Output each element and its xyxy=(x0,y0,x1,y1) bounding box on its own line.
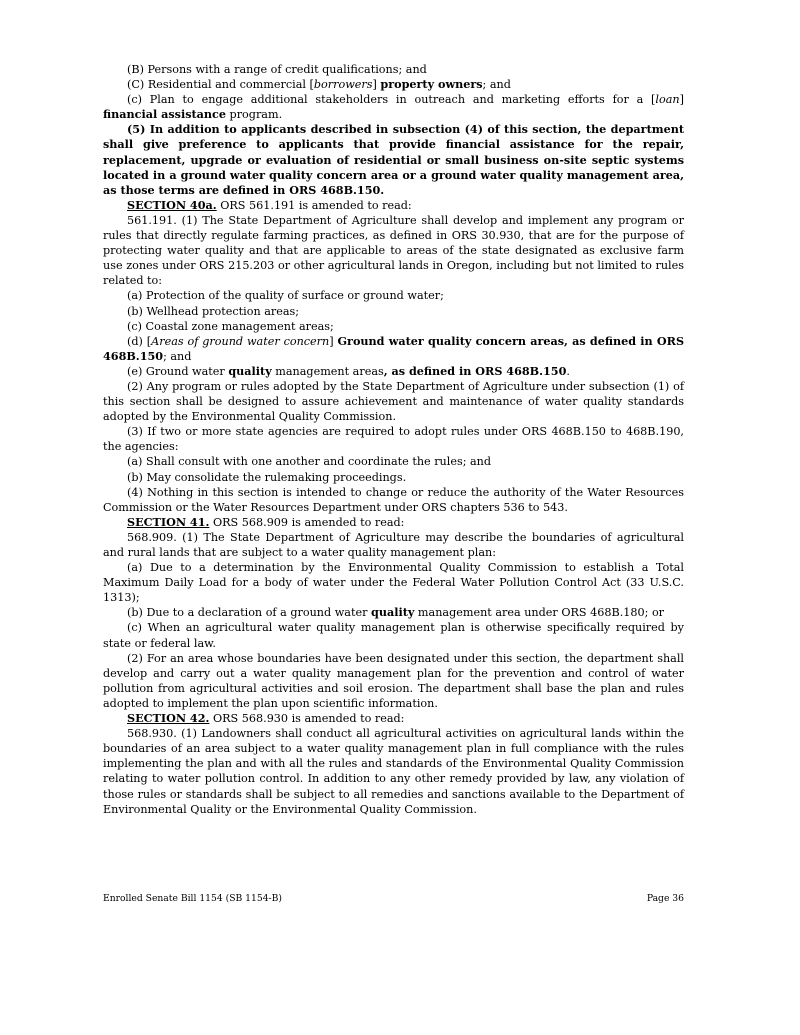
paragraph xyxy=(103,319,684,334)
text: (d) [ xyxy=(127,334,152,348)
text: (b) Wellhead protection areas; xyxy=(127,304,300,318)
inserted-text: quality xyxy=(228,363,272,378)
bill-title: Enrolled Senate Bill 1154 (SB 1154-B) xyxy=(103,893,282,904)
section-heading xyxy=(103,198,684,213)
text: 568.930. (1) Landowners shall conduct all agricultural activities on agricultural lands within the boundaries of an area subject to a water quality management plan in full compliance with the rules implementing the plan and with all the rules and standards of the Environmental Quality Commission relating to water pollution control. In addition to any other remedy provided by law, any violation of those rules or standards shall be subject to all remedies and sanctions available to the Department of Environmental Quality or the Environmental Quality Commission. xyxy=(103,727,684,816)
section-number: SECTION 41. xyxy=(127,514,210,529)
text: ; and xyxy=(163,349,192,363)
paragraph xyxy=(103,651,684,711)
text: . xyxy=(566,364,570,378)
section-number: SECTION 42. xyxy=(127,711,210,726)
paragraph xyxy=(103,485,684,515)
inserted-text: quality xyxy=(371,605,415,620)
paragraph xyxy=(103,530,684,560)
section-heading xyxy=(103,711,684,726)
text: (a) Due to a determination by the Environmental Quality Commission to establish a Total Maximum Daily Load for a body of water under the Federal Water Pollution Control Act (33 U.S.C. 1313); xyxy=(103,561,684,605)
deleted-text: borrowers xyxy=(313,78,373,92)
inserted-text: financial assistance xyxy=(103,107,226,122)
text: (3) If two or more state agencies are required to adopt rules under ORS 468B.150 to 468B.190, the agencies: xyxy=(103,425,684,454)
text: ; and xyxy=(482,78,511,92)
text: (e) Ground water xyxy=(127,364,229,378)
paragraph xyxy=(103,213,684,288)
paragraph xyxy=(103,122,684,197)
paragraph xyxy=(103,560,684,605)
text: (a) Protection of the quality of surface or ground water; xyxy=(127,289,444,303)
text: (c) Coastal zone management areas; xyxy=(127,319,334,333)
inserted-text: , as defined in ORS 468B.150 xyxy=(383,363,567,378)
text: management area under ORS 468B.180; or xyxy=(414,606,665,620)
text: ORS 561.191 is amended to read: xyxy=(216,198,412,212)
paragraph xyxy=(103,605,684,620)
text: ORS 568.909 is amended to read: xyxy=(209,515,405,529)
section-number: SECTION 40a. xyxy=(127,197,217,212)
paragraph xyxy=(103,92,684,122)
paragraph xyxy=(103,379,684,424)
paragraph xyxy=(103,334,684,364)
deleted-text: loan xyxy=(655,93,680,107)
text: (c) When an agricultural water quality management plan is otherwise specifically required by state or federal law. xyxy=(103,621,684,650)
document-body xyxy=(103,62,684,817)
inserted-text: Ground water quality concern areas, as defined in ORS 468B.150 xyxy=(103,333,685,363)
paragraph xyxy=(103,424,684,454)
text: (4) Nothing in this section is intended to change or reduce the authority of the Water Resources Commission or the Water Resources Department under ORS chapters 536 to 543. xyxy=(103,485,684,514)
paragraph xyxy=(103,288,684,303)
text: (2) Any program or rules adopted by the State Department of Agriculture under subsection (1) of this section shall be designed to assure achievement and maintenance of water quality standards adopted by the Environmental Quality Commission. xyxy=(103,379,684,424)
text: (c) Plan to engage additional stakeholders in outreach and marketing efforts for a [ xyxy=(127,93,656,107)
text: 561.191. (1) The State Department of Agriculture shall develop and implement any program or rules that directly regulate farming practices, as defined in ORS 30.930, that are for the purpose of protecting water quality and that are applicable to areas of the state designated as exclusive farm use zones under ORS 215.203 or other agricultural lands in Oregon, including but not limited to rules related to: xyxy=(103,213,684,288)
inserted-text: property owners xyxy=(380,77,483,92)
text: (a) Shall consult with one another and coordinate the rules; and xyxy=(127,455,492,469)
text: (2) For an area whose boundaries have been designated under this section, the department shall develop and carry out a water quality management plan for the prevention and control of water pollution from agricultural activities and soil erosion. The department shall base the plan and rules adopted to implement the plan upon scientific information. xyxy=(103,651,684,710)
page-footer xyxy=(103,893,684,904)
text: (B) Persons with a range of credit qualifications; and xyxy=(127,63,427,76)
deleted-text: Areas of ground water concern xyxy=(151,334,330,348)
paragraph xyxy=(103,364,684,379)
text: ] xyxy=(679,93,684,107)
section-heading xyxy=(103,515,684,530)
text: (C) Residential and commercial [ xyxy=(127,78,314,92)
paragraph xyxy=(103,62,684,77)
paragraph xyxy=(103,726,684,817)
text: ] xyxy=(372,78,381,92)
inserted-text: (5) In addition to applicants described in subsection (4) of this section, the department shall give preference to applicants that provide financial assistance for the repair, replacement, upgrade or evaluation of residential or small business on-site septic systems located in a ground water quality concern area or a ground water quality management area, as those terms are defined in ORS 468B.150. xyxy=(103,122,684,197)
page-number: Page 36 xyxy=(646,893,684,904)
text: ORS 568.930 is amended to read: xyxy=(209,712,405,726)
paragraph xyxy=(103,470,684,485)
text: (b) Due to a declaration of a ground water xyxy=(127,606,371,620)
paragraph xyxy=(103,620,684,650)
paragraph xyxy=(103,454,684,469)
text: management areas xyxy=(271,364,384,378)
text: ] xyxy=(329,334,338,348)
text: (b) May consolidate the rulemaking proceedings. xyxy=(127,470,407,484)
text: program. xyxy=(225,108,283,122)
paragraph xyxy=(103,77,684,92)
text: 568.909. (1) The State Department of Agriculture may describe the boundaries of agricultural and rural lands that are subject to a water quality management plan: xyxy=(103,530,684,559)
paragraph xyxy=(103,304,684,319)
